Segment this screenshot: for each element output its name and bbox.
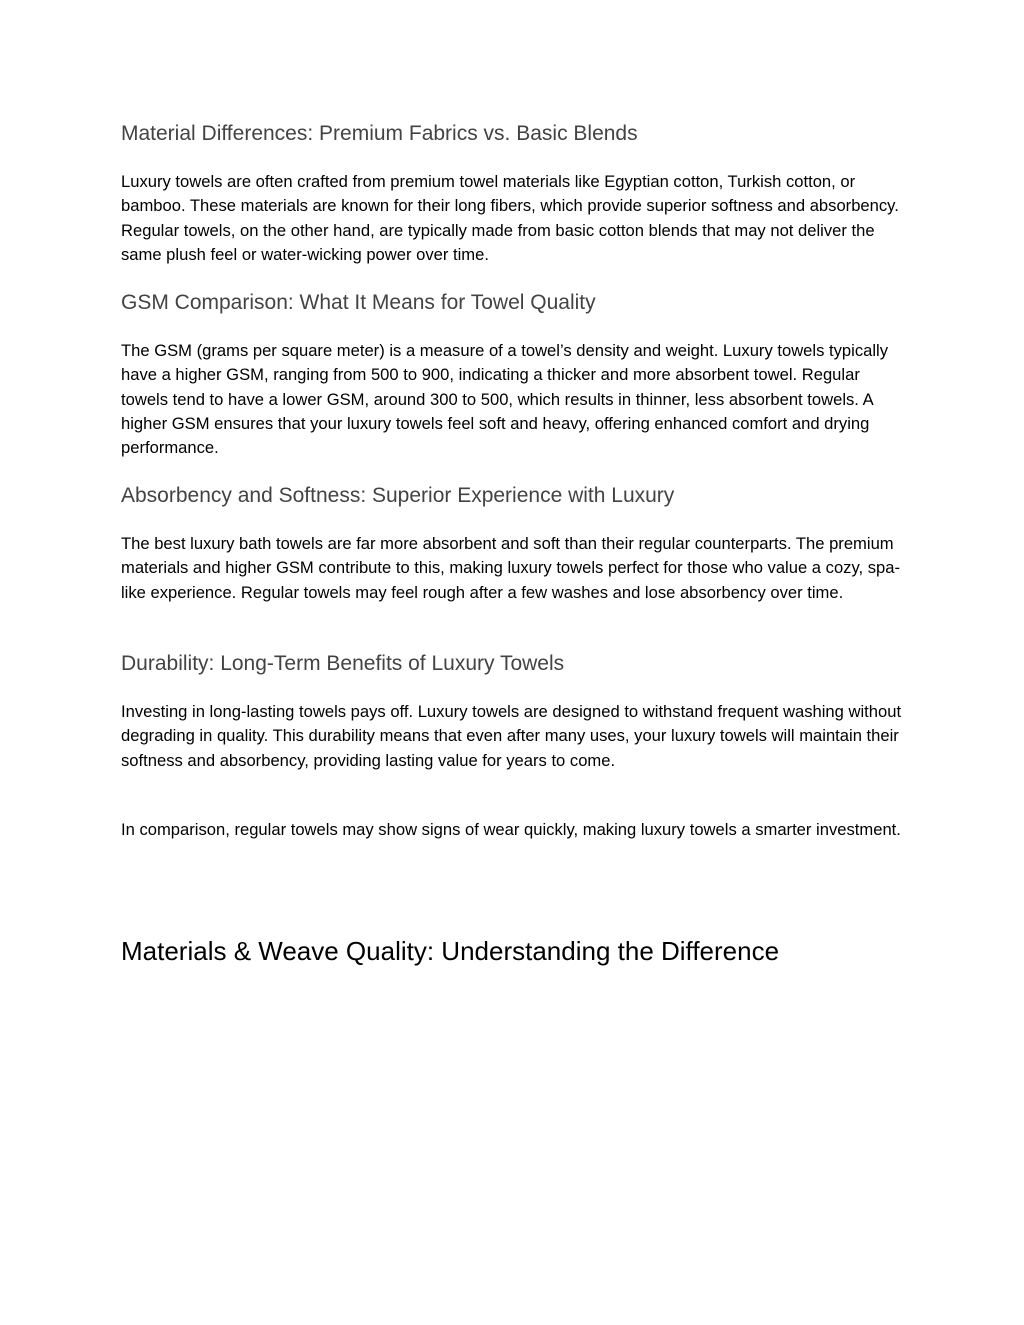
paragraph-material-differences: Luxury towels are often crafted from premium towel materials like Egyptian cotton, Turkish cotton, or bamboo. These materials are known for their long fibers, which provide superior softness and absorbency. Regular towels, on the other hand, are typically made from basic cotton blends that may not deliver the same plush feel or water-wicking power over time. xyxy=(121,172,899,264)
section-heading-absorbency-softness: Absorbency and Softness: Superior Experience with Luxury xyxy=(121,484,675,507)
section-heading-material-differences: Material Differences: Premium Fabrics vs. Basic Blends xyxy=(121,122,638,145)
section-heading-gsm-comparison: GSM Comparison: What It Means for Towel Quality xyxy=(121,291,596,314)
section-heading-materials-weave-quality: Materials & Weave Quality: Understanding the Difference xyxy=(121,936,780,966)
paragraph-durability: Investing in long-lasting towels pays off. Luxury towels are designed to withstand frequent washing without degrading in quality. This durability means that even after many uses, your luxury towels will maintain their softness and absorbency, providing lasting value for years to come. xyxy=(121,702,902,770)
paragraph-gsm-comparison: The GSM (grams per square meter) is a measure of a towel’s density and weight. Luxury towels typically have a higher GSM, ranging from 500 to 900, indicating a thicker and more absorbent towel. Regular towels tend to have a lower GSM, around 300 to 500, which results in thinner, less absorbent towels. A higher GSM ensures that your luxury towels feel soft and heavy, offering enhanced comfort and drying performance. xyxy=(121,341,889,458)
section-heading-durability: Durability: Long-Term Benefits of Luxury Towels xyxy=(121,652,565,675)
paragraph-durability-comparison: In comparison, regular towels may show signs of wear quickly, making luxury towels a smarter investment. xyxy=(121,820,901,839)
paragraph-absorbency-softness: The best luxury bath towels are far more absorbent and soft than their regular counterparts. The premium materials and higher GSM contribute to this, making luxury towels perfect for those who value a cozy, spa-like experience. Regular towels may feel rough after a few washes and lose absorbency over time. xyxy=(121,534,901,602)
